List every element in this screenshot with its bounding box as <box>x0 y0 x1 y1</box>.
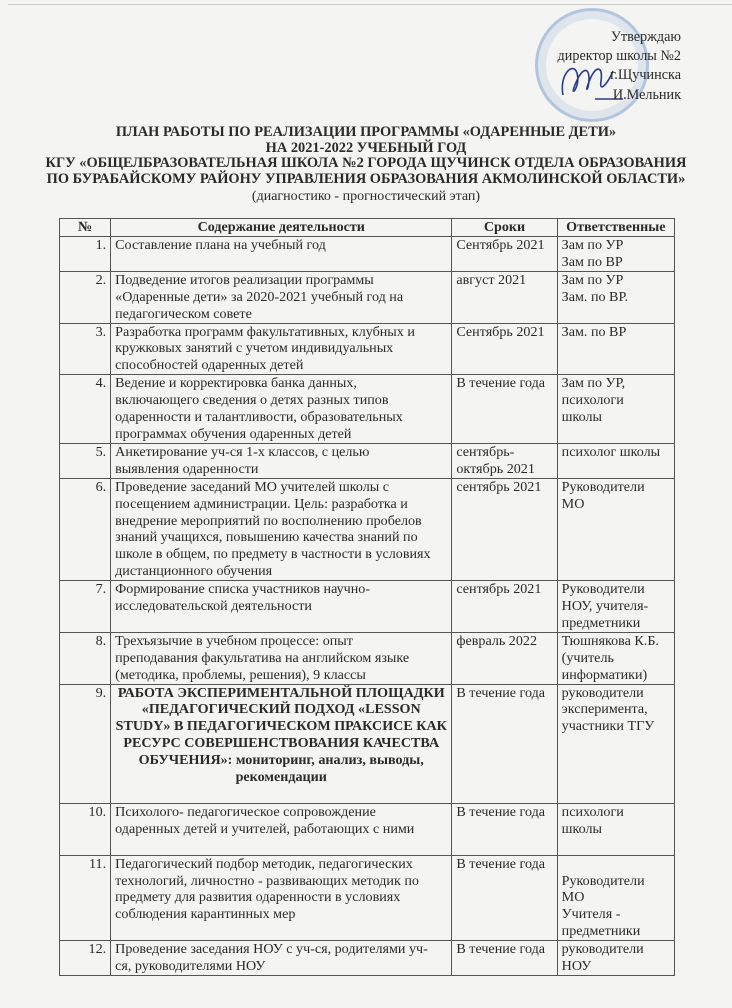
row-number: 11. <box>60 855 111 941</box>
header-content: Содержание деятельности <box>111 219 452 237</box>
row-number: 2. <box>60 271 111 323</box>
row-dates <box>452 581 557 633</box>
row-responsible <box>557 684 674 803</box>
row-responsible-line: МО <box>561 889 585 906</box>
row-content-line: STUDY» В ПЕДАГОГИЧЕСКОМ ПРАКСИСЕ КАК <box>115 718 447 735</box>
row-dates <box>452 803 557 855</box>
row-content <box>111 271 452 323</box>
row-content-line: Составление плана на учебный год <box>115 237 326 253</box>
row-responsible-line: Руководители <box>561 478 645 495</box>
row-number: 1. <box>60 237 111 272</box>
row-dates-line: сентябрь 2021 <box>456 478 542 495</box>
row-content-line: Формирование списка участников научно- <box>115 581 371 598</box>
row-responsible-line: (учитель <box>561 649 614 666</box>
row-content-line: предмету для развития одаренности в условиях <box>115 889 401 906</box>
row-number: 4. <box>60 375 111 444</box>
table-row <box>60 855 675 941</box>
row-content-line: внедрение мероприятий по восполнению пробелов <box>115 512 422 529</box>
row-number: 7. <box>60 581 111 633</box>
row-content-line: дистанционного обучения <box>115 563 273 580</box>
document-subtitle: (диагностико - прогностический этап) <box>251 189 481 204</box>
row-responsible <box>557 855 674 941</box>
table-body <box>60 237 675 976</box>
row-content <box>111 684 452 803</box>
table-row <box>60 375 675 444</box>
row-dates-line: В течение года <box>456 941 546 958</box>
title-line: НА 2021-2022 УЧЕБНЫЙ ГОД <box>265 139 467 156</box>
approval-line: Утверждаю <box>610 29 681 45</box>
row-content <box>111 855 452 941</box>
row-content-line <box>115 786 447 803</box>
row-content-line: рекомендации <box>235 769 327 786</box>
approval-block <box>558 28 681 105</box>
title-line: ПЛАН РАБОТЫ ПО РЕАЛИЗАЦИИ ПРОГРАММЫ «ОДАРЕННЫЕ ДЕТИ» <box>115 124 617 140</box>
row-content-line: (методика, проблемы, решения), 9 классы <box>115 666 366 683</box>
row-content-line: включающего сведения о детях разных типов <box>115 392 389 409</box>
row-dates-line: октябрь 2021 <box>456 460 535 477</box>
row-responsible <box>557 323 674 375</box>
row-dates <box>452 478 557 580</box>
row-responsible-line: МО <box>561 495 585 512</box>
row-responsible-line: эксперимента, <box>561 701 648 718</box>
row-content-line: преподавания факультатива на английском языке <box>115 649 410 666</box>
row-content-line: знаний учащихся, повышению качества знаний по <box>115 529 418 546</box>
table-row <box>60 941 675 976</box>
row-content-line: «Одаренные дети» за 2020-2021 учебный год на <box>115 288 404 305</box>
row-content-line: Ведение и корректировка банка данных, <box>115 375 357 392</box>
row-number: 3. <box>60 323 111 375</box>
row-responsible-line <box>562 856 670 873</box>
table-row <box>60 237 675 272</box>
row-responsible-line: Зам по УР, <box>561 375 626 392</box>
row-dates-line: сентябрь- <box>456 443 515 460</box>
row-number: 9. <box>60 684 111 803</box>
row-content <box>111 941 452 976</box>
row-content-line <box>115 838 447 855</box>
row-dates-line: В течение года <box>456 803 546 820</box>
table-row <box>60 632 675 684</box>
row-dates-line: В течение года <box>456 684 546 701</box>
row-content-line: Педагогический подбор методик, педагогических <box>115 855 413 872</box>
page-edge-line <box>8 4 732 5</box>
row-content <box>111 581 452 633</box>
row-responsible-line: психологи <box>561 392 624 409</box>
row-number: 5. <box>60 443 111 478</box>
row-responsible-line: предметники <box>561 614 641 631</box>
row-dates-line: Сентябрь 2021 <box>456 237 545 253</box>
row-content-line: соблюдения карантинных мер <box>115 906 296 923</box>
row-number: 8. <box>60 632 111 684</box>
row-content-line: одаренных детей и учителей, работающих с ними <box>115 820 415 837</box>
row-content-line <box>115 923 447 940</box>
row-number: 12. <box>60 941 111 976</box>
row-responsible-line: Зам по УР <box>561 237 624 253</box>
approval-line: И.Мельник <box>612 86 681 103</box>
row-responsible <box>557 271 674 323</box>
row-number: 10. <box>60 803 111 855</box>
table-row <box>60 443 675 478</box>
table-row <box>60 581 675 633</box>
header-responsible: Ответственные <box>557 219 674 237</box>
row-responsible <box>557 941 674 976</box>
table-row <box>60 803 675 855</box>
row-responsible-line: психолог школы <box>561 443 661 460</box>
row-number: 6. <box>60 478 111 580</box>
row-content <box>111 323 452 375</box>
row-responsible-line: школы <box>561 409 603 426</box>
row-responsible-line: Руководители <box>561 581 645 598</box>
row-responsible-line: Зам. по ВР <box>561 323 627 340</box>
row-content-line: РЕСУРС СОВЕРШЕНСТВОВАНИЯ КАЧЕСТВА <box>123 735 440 752</box>
row-content-line: одаренности и талантливости, образовательных <box>115 409 403 426</box>
row-responsible <box>557 581 674 633</box>
row-content-line: РАБОТА ЭКСПЕРИМЕНТАЛЬНОЙ ПЛОЩАДКИ <box>117 684 445 701</box>
table-row <box>60 271 675 323</box>
row-responsible-line: участники ТГУ <box>561 718 655 735</box>
row-dates-line: сентябрь 2021 <box>456 581 542 598</box>
document-title <box>40 125 692 205</box>
row-content <box>111 237 452 272</box>
row-responsible-line: Зам. по ВР. <box>561 288 629 305</box>
row-content-line: посещением администрации. Цель: разработка и <box>115 495 408 512</box>
row-content-line: способностей одаренных детей <box>115 357 304 374</box>
table-row <box>60 684 675 803</box>
row-content-line: Разработка программ факультативных, клубных и <box>115 323 415 340</box>
row-content-line: ся, руководителями НОУ <box>115 958 266 975</box>
row-responsible <box>557 478 674 580</box>
row-responsible <box>557 632 674 684</box>
row-content-line: исследовательской деятельности <box>115 598 312 615</box>
row-content-line: Психолого- педагогическое сопровождение <box>115 803 376 820</box>
title-line: КГУ «ОБЩЕЛБРАЗОВАТЕЛЬНАЯ ШКОЛА №2 ГОРОДА ЩУЧИНСК ОТДЕЛА ОБРАЗОВАНИЯ <box>45 155 687 171</box>
row-dates <box>452 855 557 941</box>
row-content-line: кружковых занятий с учетом индивидуальных <box>115 340 394 357</box>
row-content-line: ОБУЧЕНИЯ»: мониторинг, анализ, выводы, <box>138 752 424 769</box>
row-dates <box>452 443 557 478</box>
row-dates-line: Сентябрь 2021 <box>456 323 545 340</box>
row-responsible <box>557 375 674 444</box>
row-responsible-line: психологи <box>561 803 624 820</box>
row-content-line: выявления одаренности <box>115 460 259 477</box>
title-line: ПО БУРАБАЙСКОМУ РАЙОНУ УПРАВЛЕНИЯ ОБРАЗОВАНИЯ АКМОЛИНСКОЙ ОБЛАСТИ» <box>46 170 686 187</box>
row-content-line: школе в общем, по предмету в частности в условиях <box>115 546 431 563</box>
row-content-line: программах обучения одаренных детей <box>115 425 352 442</box>
header-dates: Сроки <box>452 219 557 237</box>
table-row <box>60 478 675 580</box>
row-dates <box>452 375 557 444</box>
row-responsible-line: НОУ <box>561 958 592 975</box>
row-dates <box>452 684 557 803</box>
row-content-line: Анкетирование уч-ся 1-х классов, с целью <box>115 443 370 460</box>
table-header-row <box>60 219 675 237</box>
row-dates-line: В течение года <box>456 375 546 392</box>
row-responsible <box>557 443 674 478</box>
row-dates-line: В течение года <box>456 855 546 872</box>
row-content <box>111 375 452 444</box>
row-responsible-line: Руководители <box>561 872 645 889</box>
row-responsible-line: руководители <box>561 941 644 958</box>
row-content <box>111 632 452 684</box>
row-dates <box>452 632 557 684</box>
row-responsible-line: руководители <box>561 684 644 701</box>
approval-line: директор школы №2 <box>557 48 681 65</box>
row-responsible-line: школы <box>561 820 603 837</box>
row-dates-line: август 2021 <box>456 271 527 288</box>
row-dates <box>452 941 557 976</box>
table-row <box>60 323 675 375</box>
row-responsible-line: НОУ, учителя- <box>561 598 649 615</box>
row-content <box>111 478 452 580</box>
row-responsible <box>557 237 674 272</box>
row-responsible-line: предметники <box>561 923 641 940</box>
row-content-line: технологий, личностно - развивающих методик по <box>115 872 419 889</box>
row-dates <box>452 271 557 323</box>
header-number: № <box>60 219 111 237</box>
approval-line: г.Щучинска <box>610 67 681 84</box>
row-responsible-line: Зам по УР <box>561 271 624 288</box>
row-dates <box>452 323 557 375</box>
row-responsible-line: информатики) <box>561 666 648 683</box>
row-content-line: «ПЕДАГОГИЧЕСКИЙ ПОДХОД «LESSON <box>141 701 421 718</box>
row-content <box>111 443 452 478</box>
row-content-line: Трехъязычие в учебном процессе: опыт <box>115 632 353 649</box>
row-content-line: педагогическом совете <box>115 305 252 322</box>
row-responsible-line: Зам по ВР <box>561 253 623 270</box>
row-content-line: Проведение заседаний МО учителей школы с <box>115 478 390 495</box>
row-responsible-line: Учителя - <box>561 906 621 923</box>
row-content-line: Проведение заседания НОУ с уч-ся, родителями уч- <box>115 941 428 958</box>
plan-table <box>59 218 675 976</box>
row-responsible <box>557 803 674 855</box>
row-content <box>111 803 452 855</box>
row-content-line: Подведение итогов реализации программы <box>115 271 374 288</box>
row-dates <box>452 237 557 272</box>
row-dates-line: февраль 2022 <box>456 632 537 649</box>
row-responsible-line: Тюшнякова К.Б. <box>561 632 659 649</box>
